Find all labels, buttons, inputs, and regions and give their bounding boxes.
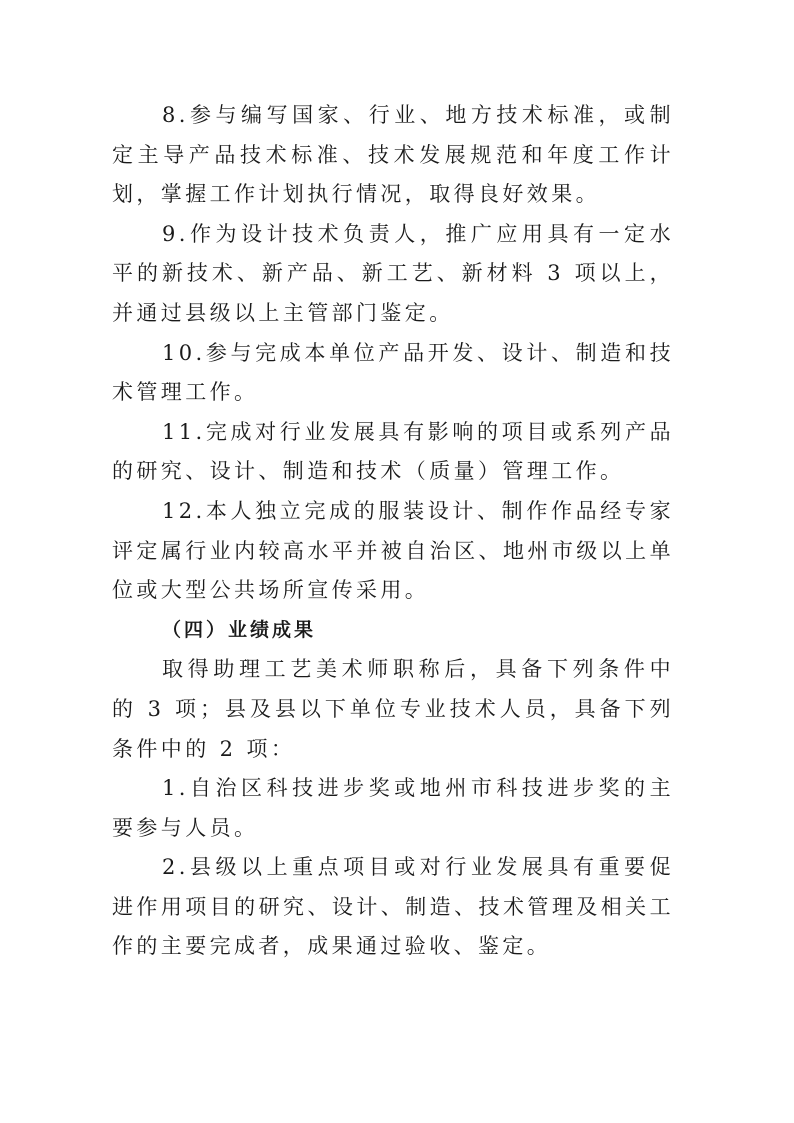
section-heading: （四）业绩成果 [162,618,317,641]
paragraph-item-9: 9.作为设计技术负责人，推广应用具有一定水平的新技术、新产品、新工艺、新材料 3 项以上，并通过县级以上主管部门鉴定。 [112,221,674,325]
achievement-item-1: 1.自治区科技进步奖或地州市科技进步奖的主要参与人员。 [112,776,674,840]
paragraph-item-12: 12.本人独立完成的服装设计、制作作品经专家评定属行业内较高水平并被自治区、地州市级以上单位或大型公共场所宣传采用。 [112,498,674,603]
paragraph-item-8: 8.参与编写国家、行业、地方技术标准，或制定主导产品技术标准、技术发展规范和年度工作计划，掌握工作计划执行情况，取得良好效果。 [112,103,674,207]
paragraph-item-11: 11.完成对行业发展具有影响的项目或系列产品的研究、设计、制造和技术（质量）管理工作。 [112,419,674,484]
achievement-item-2: 2.县级以上重点项目或对行业发展具有重要促进作用项目的研究、设计、制造、技术管理及相关工作的主要完成者，成果通过验收、鉴定。 [112,855,674,959]
document-body [112,96,674,967]
paragraph-item-10: 10.参与完成本单位产品开发、设计、制造和技术管理工作。 [112,340,674,405]
section-intro: 取得助理工艺美术师职称后，具备下列条件中的 3 项；县及县以下单位专业技术人员，具备下列条件中的 2 项： [112,657,674,761]
